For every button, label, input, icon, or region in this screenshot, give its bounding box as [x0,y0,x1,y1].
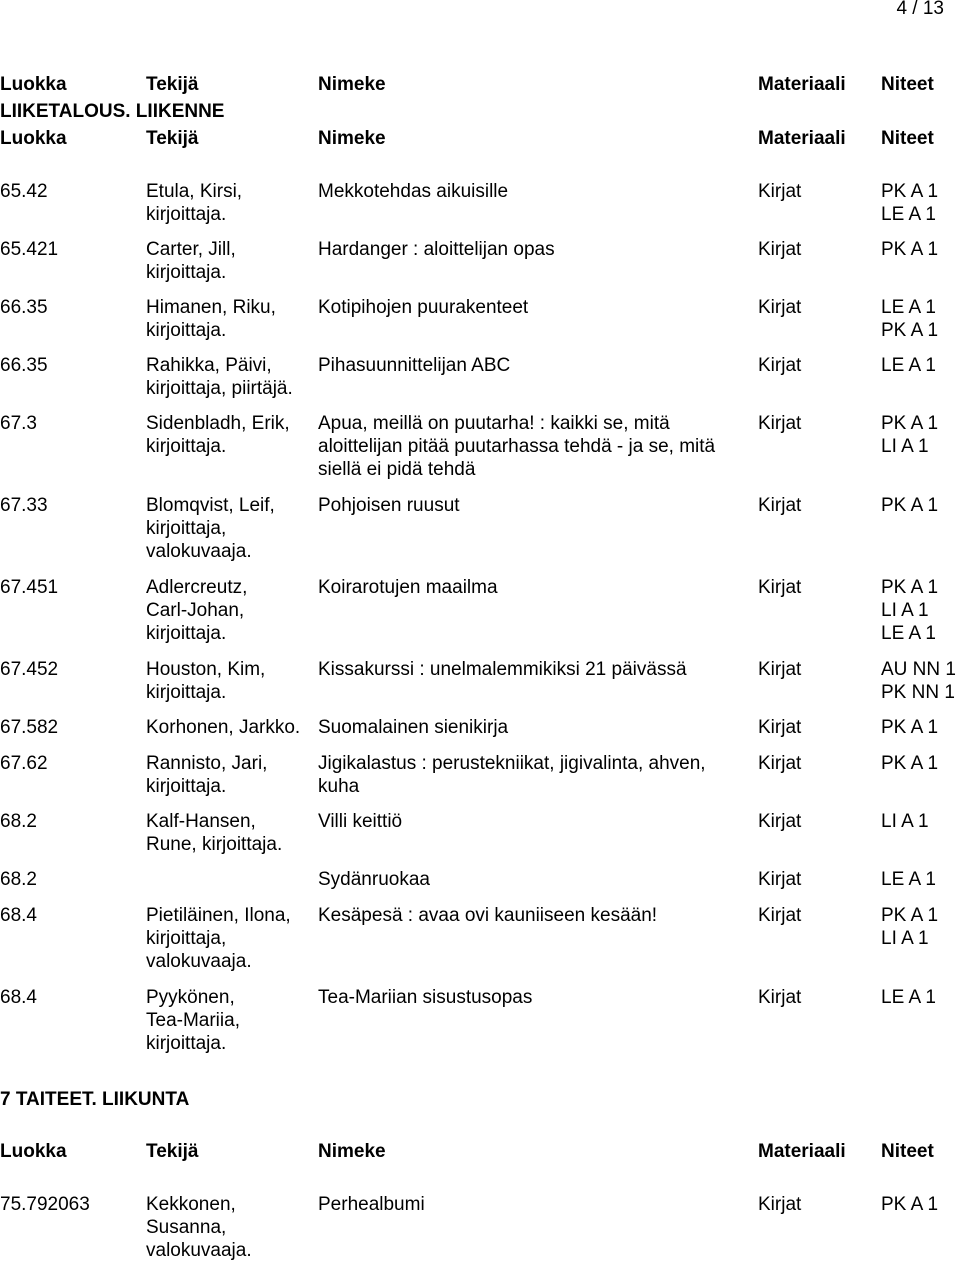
cell-niteet: PK A 1 LI A 1 [881,905,939,949]
cell-luokka: 67.452 [0,659,59,680]
cell-niteet: PK A 1 [881,753,939,774]
cell-luokka: 65.42 [0,181,48,202]
cell-nimeke: Tea-Mariian sisustusopas [318,987,533,1008]
header-luokka: Luokka [0,128,67,149]
cell-materiaali: Kirjat [758,717,802,738]
cell-materiaali: Kirjat [758,987,802,1008]
cell-nimeke: Hardanger : aloittelijan opas [318,239,555,260]
cell-nimeke: Jigikalastus : perustekniikat, jigivalinta, ahven, kuha [318,753,706,797]
cell-luokka: 67.451 [0,577,59,598]
cell-luokka: 67.33 [0,495,48,516]
cell-luokka: 68.2 [0,869,37,890]
cell-nimeke: Kesäpesä : avaa ovi kauniiseen kesään! [318,905,658,926]
cell-nimeke: Perhealbumi [318,1194,425,1215]
cell-nimeke: Apua, meillä on puutarha! : kaikki se, mitä aloittelijan pitää puutarhassa tehdä - ja se, mitä siellä ei pidä tehdä [318,413,716,480]
cell-nimeke: Mekkotehdas aikuisille [318,181,509,202]
cell-tekija: Pietiläinen, Ilona, kirjoittaja, valokuvaaja. [146,905,291,972]
cell-niteet: PK A 1 LI A 1 LE A 1 [881,577,939,644]
header-materiaali: Materiaali [758,128,846,149]
cell-nimeke: Pihasuunnittelijan ABC [318,355,511,376]
section-title: 7 TAITEET. LIIKUNTA [0,1089,190,1110]
header-tekija: Tekijä [146,128,199,149]
cell-niteet: PK A 1 LE A 1 [881,181,939,225]
column-header-row [0,1141,960,1167]
cell-niteet: LE A 1 PK A 1 [881,297,939,341]
cell-luokka: 67.3 [0,413,37,434]
section-title: LIIKETALOUS. LIIKENNE [0,101,225,122]
cell-niteet: LE A 1 [881,869,936,890]
cell-nimeke: Sydänruokaa [318,869,430,890]
cell-tekija: Etula, Kirsi, kirjoittaja. [146,181,243,225]
cell-materiaali: Kirjat [758,297,802,318]
header-nimeke: Nimeke [318,74,386,95]
cell-materiaali: Kirjat [758,905,802,926]
cell-luokka: 66.35 [0,297,48,318]
cell-niteet: LE A 1 [881,355,936,376]
cell-materiaali: Kirjat [758,413,802,434]
cell-niteet: AU NN 1 PK NN 1 [881,659,956,703]
header-nimeke: Nimeke [318,128,386,149]
cell-nimeke: Suomalainen sienikirja [318,717,509,738]
cell-materiaali: Kirjat [758,659,802,680]
cell-luokka: 65.421 [0,239,59,260]
cell-luokka: 67.582 [0,717,59,738]
header-tekija: Tekijä [146,74,199,95]
cell-tekija: Sidenbladh, Erik, kirjoittaja. [146,413,290,457]
cell-materiaali: Kirjat [758,869,802,890]
header-niteet: Niteet [881,74,934,95]
header-niteet: Niteet [881,1141,934,1162]
cell-luokka: 68.2 [0,811,37,832]
cell-materiaali: Kirjat [758,1194,802,1215]
header-luokka: Luokka [0,1141,67,1162]
header-niteet: Niteet [881,128,934,149]
cell-luokka: 75.792063 [0,1194,90,1215]
cell-nimeke: Koirarotujen maailma [318,577,498,598]
cell-niteet: PK A 1 LI A 1 [881,413,939,457]
header-nimeke: Nimeke [318,1141,386,1162]
cell-materiaali: Kirjat [758,577,802,598]
cell-luokka: 67.62 [0,753,48,774]
header-materiaali: Materiaali [758,1141,846,1162]
cell-tekija: Himanen, Riku, kirjoittaja. [146,297,276,341]
cell-nimeke: Pohjoisen ruusut [318,495,460,516]
cell-tekija: Pyykönen, Tea-Mariia, kirjoittaja. [146,987,240,1054]
header-materiaali: Materiaali [758,74,846,95]
cell-tekija: Carter, Jill, kirjoittaja. [146,239,236,283]
cell-materiaali: Kirjat [758,239,802,260]
cell-luokka: 66.35 [0,355,48,376]
cell-tekija: Kekkonen, Susanna, valokuvaaja. [146,1194,252,1261]
cell-niteet: LI A 1 [881,811,929,832]
cell-nimeke: Villi keittiö [318,811,403,832]
cell-luokka: 68.4 [0,905,37,926]
cell-materiaali: Kirjat [758,181,802,202]
cell-tekija: Kalf-Hansen, Rune, kirjoittaja. [146,811,283,855]
column-header-row [0,128,960,154]
cell-materiaali: Kirjat [758,355,802,376]
cell-tekija: Rannisto, Jari, kirjoittaja. [146,753,268,797]
cell-materiaali: Kirjat [758,811,802,832]
cell-tekija: Houston, Kim, kirjoittaja. [146,659,266,703]
page-number: 4 / 13 [896,0,944,19]
cell-nimeke: Kissakurssi : unelmalemmikiksi 21 päivässä [318,659,687,680]
cell-niteet: PK A 1 [881,495,939,516]
cell-materiaali: Kirjat [758,753,802,774]
cell-niteet: PK A 1 [881,239,939,260]
cell-luokka: 68.4 [0,987,37,1008]
cell-tekija: Blomqvist, Leif, kirjoittaja, valokuvaaja. [146,495,275,562]
header-luokka: Luokka [0,74,67,95]
cell-niteet: PK A 1 [881,717,939,738]
cell-materiaali: Kirjat [758,495,802,516]
cell-niteet: PK A 1 [881,1194,939,1215]
cell-niteet: LE A 1 [881,987,936,1008]
cell-tekija: Rahikka, Päivi, kirjoittaja, piirtäjä. [146,355,293,399]
cell-tekija: Korhonen, Jarkko. [146,717,301,738]
cell-nimeke: Kotipihojen puurakenteet [318,297,529,318]
column-header-row [0,74,960,100]
cell-tekija: Adlercreutz, Carl-Johan, kirjoittaja. [146,577,248,644]
header-tekija: Tekijä [146,1141,199,1162]
